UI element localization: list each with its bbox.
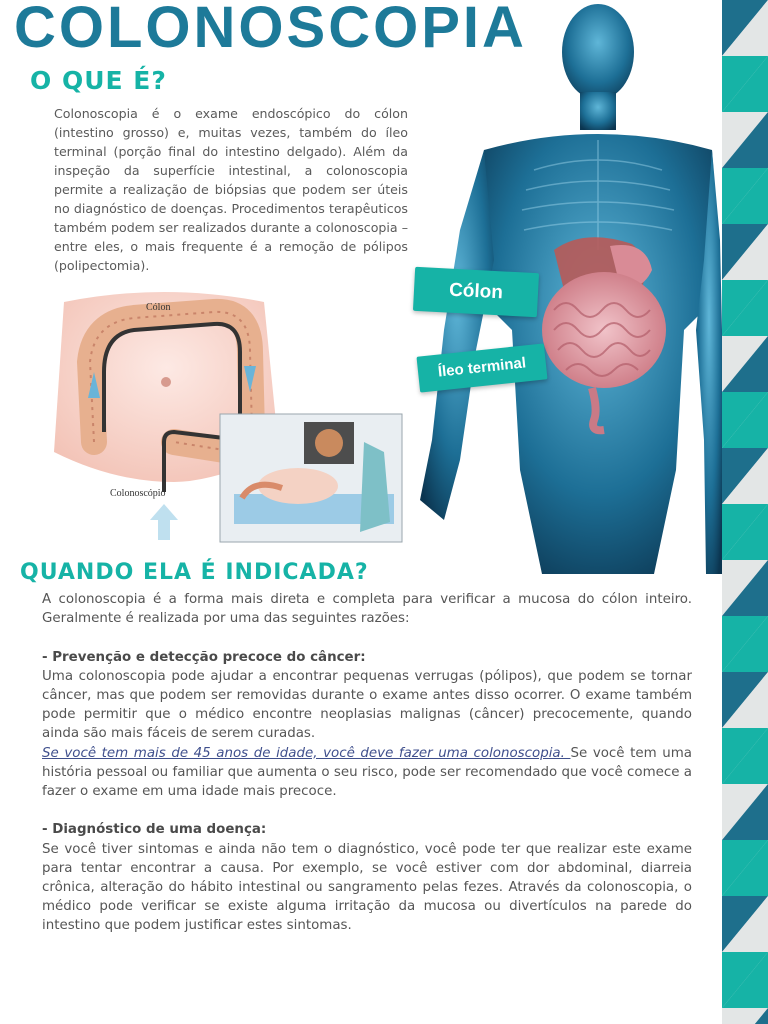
illustration-colonoscope-label: Colonoscópio (110, 488, 166, 499)
colonoscopy-illustration (54, 282, 404, 544)
section-heading-what: O QUE É? (30, 66, 167, 95)
colonoscopy-drawing (54, 282, 404, 544)
risk-recommendation: Se você tem uma história pessoal ou familiar que aumenta o seu risco, pode ser recomendado que você comece a fazer o exame em uma idade mais precoce. (42, 745, 692, 800)
item-prevention-more (42, 744, 692, 802)
page-title: COLONOSCOPIA (14, 0, 527, 60)
item-diagnosis-title: - Diagnóstico de uma doença: (42, 822, 267, 838)
colon-label: Cólon (413, 267, 539, 317)
illustration-colon-label: Cólon (146, 302, 171, 313)
indications-text (42, 590, 692, 936)
decorative-triangle-strip (722, 0, 768, 1024)
age-recommendation: Se você tem mais de 45 anos de idade, você deve fazer uma colonoscopia. (42, 745, 571, 761)
item-diagnosis-text: Se você tiver sintomas e ainda não tem o diagnóstico, você pode ter que realizar este exame para tentar encontrar a causa. Por exemplo, se você estiver com dor abdominal, diarreia crônica, alteração do hábito intestinal ou sangramento pelas fezes. Através da colonoscopia, o médico pode verificar se existe alguma irritação da mucosa ou divertículos na parede do intestino que podem justificar estes sintomas. (42, 841, 692, 934)
item-prevention-title: - Prevenção e detecção precoce do câncer: (42, 649, 366, 665)
intro-paragraph: Colonoscopia é o exame endoscópico do cólon (intestino grosso) e, muitas vezes, também do íleo terminal (porção final do intestino delgado). Além da inspeção da superfície intestinal, a colonoscopia permite a realização de biópsias que podem ser úteis no diagnóstico de doenças. Procedimentos terapêuticos também podem ser realizados durante a colonoscopia – entre eles, o mais frequente é a remoção de pólipos (polipectomia). (54, 106, 408, 273)
item-prevention-text: Uma colonoscopia pode ajudar a encontrar pequenas verrugas (pólipos), que podem se tornar câncer, mas que podem ser removidas durante o exame antes disso ocorrer. O exame também pode permitir que o médico encontre neoplasias malignas (câncer) precocemente, quando ainda são mais fáceis de serem curadas. (42, 668, 692, 742)
ileo-terminal-label: Íleo terminal (416, 343, 547, 392)
section-heading-when: QUANDO ELA É INDICADA? (20, 560, 369, 585)
indications-intro: A colonoscopia é a forma mais direta e completa para verificar a mucosa do cólon inteiro. Geralmente é realizada por uma das seguintes razões: (42, 592, 692, 627)
